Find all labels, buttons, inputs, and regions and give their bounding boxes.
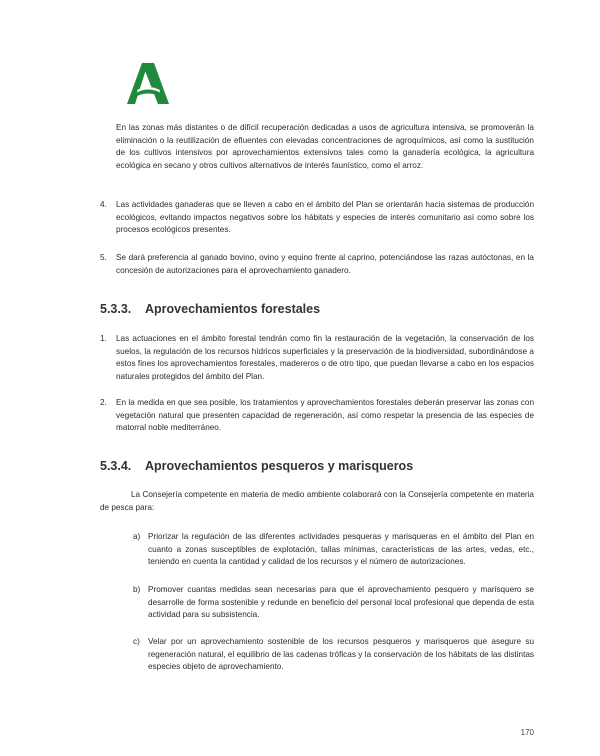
list-item-number: 4.: [100, 200, 107, 209]
lettered-item-letter: a): [133, 532, 141, 541]
section-number: 5.3.4.: [100, 459, 132, 473]
intro-paragraph: En las zonas más distantes o de difícil recuperación dedicadas a usos de agricultura intensiva, se promoverán la eliminación o la reutilización de efluentes con elevadas concentraciones de agroquímicos, así como la sustitución de los cultivos intensivos por aprovechamientos extensivos tales como la ganadería ecológica, la agricultura ecológica en secano y otros cultivos alternativos de interés faunístico, como el arroz.: [116, 123, 534, 170]
list-item: [100, 199, 534, 237]
list-item-text: En la medida en que sea posible, los tratamientos y aprovechamientos forestales deberán preservar las zonas con vegetación natural que presenten capacidad de regeneración, así como respetar la presencia de las especies de matorral noble mediterráneo.: [116, 398, 534, 433]
consejeria-paragraph: La Consejería competente en materia de medio ambiente colaborará con la Consejería competente en materia de pesca para:: [100, 490, 534, 512]
list-item-number: 1.: [100, 334, 107, 343]
list-item: [100, 397, 534, 435]
section-number: 5.3.3.: [100, 302, 132, 316]
list-item-text: Las actividades ganaderas que se lleven a cabo en el ámbito del Plan se orientarán hacia sistemas de producción ecológicos, evitando impactos negativos sobre los hábitats y especies de interés comunitario así como sobre los procesos ecológicos presentes.: [116, 200, 534, 235]
list-item-text: Se dará preferencia al ganado bovino, ovino y equino frente al caprino, potenciándose las razas autóctonas, en la concesión de autorizaciones para el aprovechamiento ganadero.: [116, 253, 534, 275]
junta-andalucia-logo-icon: [127, 63, 169, 104]
lettered-item-letter: b): [133, 585, 141, 594]
section-heading-forestales: [100, 301, 320, 317]
page-number: 170: [520, 728, 534, 737]
section-title: Aprovechamientos forestales: [145, 302, 321, 316]
list-item-number: 2.: [100, 398, 107, 407]
lettered-item-letter: c): [133, 637, 140, 646]
lettered-item: [133, 531, 534, 569]
list-item: [100, 333, 534, 383]
list-item-text: Las actuaciones en el ámbito forestal tendrán como fin la restauración de la vegetación, la conservación de los suelos, la regulación de los recursos hídricos superficiales y la preservación de la biodiversidad, subordinándose a estos fines los aprovechamientos forestales, madereros o de otro tipo, que puedan llevarse a cabo en los espacios naturales protegidos del ámbito del Plan.: [116, 334, 534, 381]
lettered-item-text: Velar por un aprovechamiento sostenible de los recursos pesqueros y marisqueros que asegure su regeneración natural, el equilibrio de las cadenas tróficas y la conservación de los hábitats de las distintas especies objeto de aprovechamiento.: [148, 637, 534, 672]
lettered-item-text: Promover cuantas medidas sean necesarias para que el aprovechamiento pesquero y marisquero se desarrolle de forma sostenible y redunde en beneficio del personal local profesional que dependa de esta actividad para su subsistencia.: [148, 585, 534, 620]
list-item-number: 5.: [100, 253, 107, 262]
lettered-item: [133, 584, 534, 622]
lettered-item: [133, 636, 534, 674]
section-heading-pesqueros: [100, 458, 413, 474]
lettered-item-text: Priorizar la regulación de las diferentes actividades pesqueras y marisqueras en el ámbito del Plan en cuanto a zonas susceptibles de explotación, tallas mínimas, características de las artes, vedas, etc., teniendo en cuenta la cantidad y calidad de los recursos y el número de autorizaciones.: [148, 532, 534, 567]
section-title: Aprovechamientos pesqueros y marisqueros: [145, 459, 414, 473]
list-item: [100, 252, 534, 277]
